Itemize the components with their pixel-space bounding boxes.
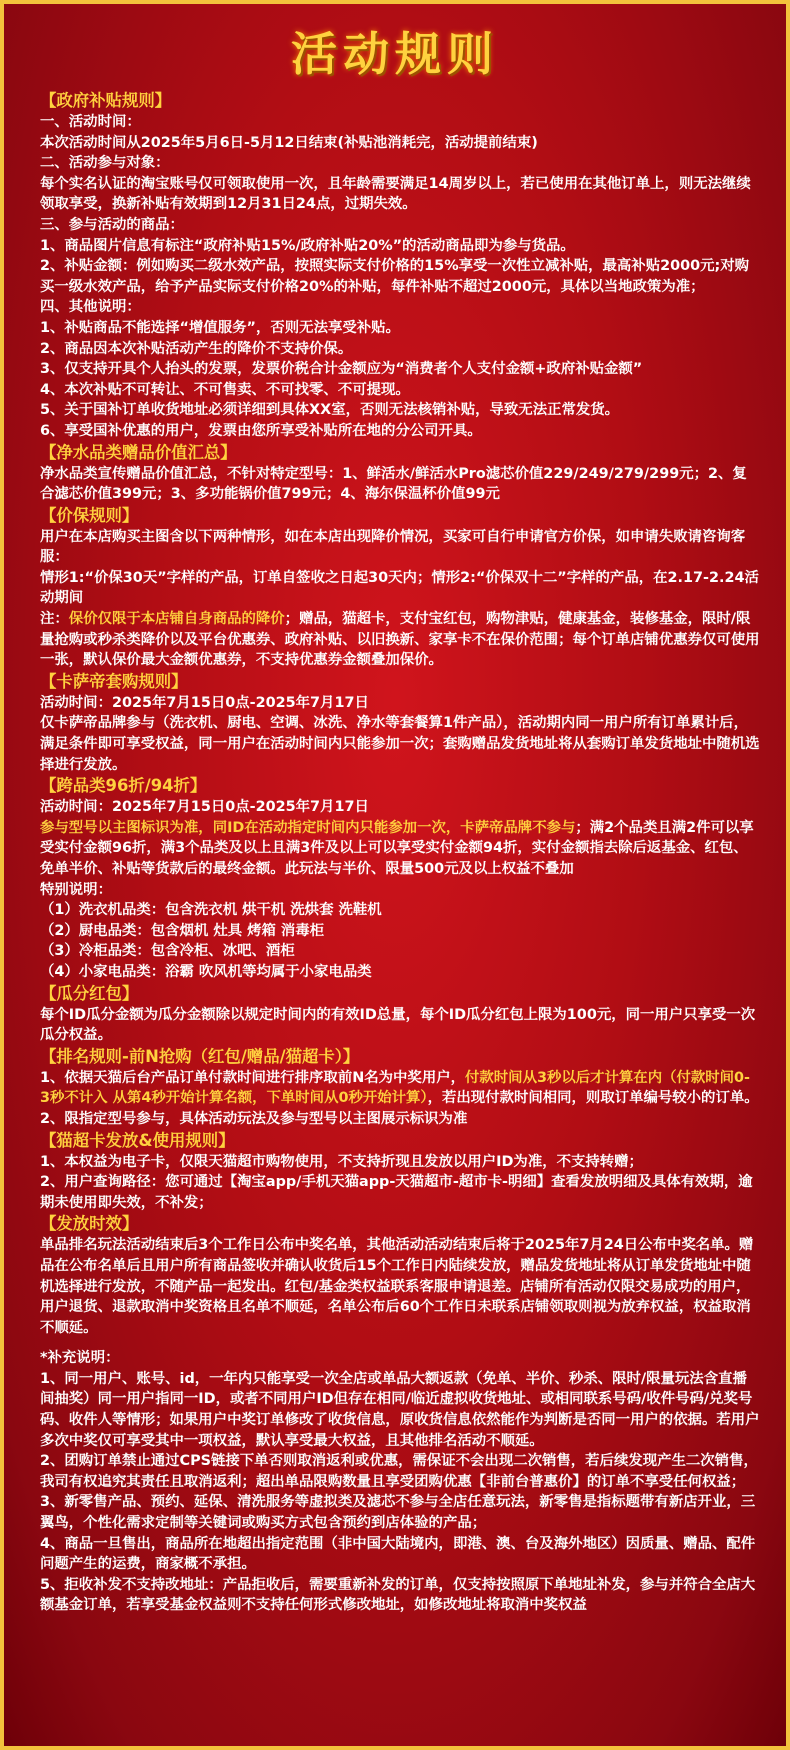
rule-paragraph [40, 174, 760, 215]
rule-text: 每个ID瓜分金额为瓜分金额除以规定时间内的有效ID总量，每个ID瓜分红包上限为100元，同一用户只享受一次瓜分权益。 [40, 1006, 756, 1044]
rule-paragraph [40, 900, 760, 921]
rule-text: 1、依据天猫后台产品订单付款时间进行排序取前N名为中奖用户， [40, 1069, 465, 1086]
rule-text: 6、享受国补优惠的用户，发票由您所享受补贴所在地的分公司开具。 [40, 422, 482, 439]
rule-text: 4、商品一旦售出，商品所在地超出指定范围（非中国大陆境内，即港、澳、台及海外地区）因质量、赠品、配件问题产生的运费，商家概不承担。 [40, 1535, 756, 1573]
rule-text: 2、商品因本次补贴活动产生的降价不支持价保。 [40, 340, 353, 357]
section-spacer [40, 1338, 760, 1348]
rule-paragraph [40, 797, 760, 818]
section-header: 【跨品类96折/94折】 [40, 776, 207, 796]
rule-text: 情形1:“价保30天”字样的产品，订单自签收之日起30天内；情形2:“价保双十二”字样的产品，在2.17-2.24活动期间 [40, 569, 759, 607]
rule-text: 5、拒收补发不支持改地址：产品拒收后，需要重新补发的订单，仅支持按照原下单地址补发，参与并符合全店大额基金订单，若享受基金权益则不支持任何形式修改地址，如修改地址将取消中奖权益 [40, 1576, 756, 1614]
rule-text: （3）冷柜品类：包含冷柜、冰吧、酒柜 [40, 943, 295, 960]
rule-text: 1、同一用户、账号、id，一年内只能享受一次全店或单品大额返款（免单、半价、秒杀、限时/限量玩法含直播间抽奖）同一用户指同一ID，或者不同用户ID但存在相同/临近虚拟收货地址、或相同联系号码/收件号码/兑奖号码、收件人等情形；如果用户中奖订单修改了收货信息，原收货信息依然能作为判断是否同一用户的依据。若用户多次中奖仅可享受其中一项权益，默认享受最大权益，且其他排名活动不顺延。 [40, 1370, 760, 1449]
highlight-text: 保价仅限于本店铺自身商品的降价 [68, 611, 285, 628]
rule-paragraph [40, 153, 760, 174]
rule-text: 5、关于国补订单收货地址必须详细到具体XX室，否则无法核销补贴，导致无法正常发货。 [40, 402, 620, 419]
rule-text: 二、活动参与对象： [40, 155, 170, 172]
rule-text: *补充说明： [40, 1350, 120, 1367]
rule-paragraph [40, 693, 760, 714]
rule-paragraph [40, 1369, 760, 1451]
rule-paragraph [40, 1068, 760, 1109]
rule-paragraph [40, 297, 760, 318]
rule-text: 2、团购订单禁止通过CPS链接下单否则取消返利或优惠，需保证不会出现二次销售，若后续发现产生二次销售，我司有权追究其责任且取消返利；超出单品限购数量且享受团购优惠【非前台普惠价】的订单不享受任何权益； [40, 1453, 758, 1490]
rule-paragraph [40, 464, 760, 505]
rule-paragraph [40, 318, 760, 339]
rule-paragraph [40, 215, 760, 236]
section-header: 【瓜分红包】 [40, 983, 139, 1003]
rules-content [4, 90, 786, 1616]
rule-paragraph [40, 1348, 760, 1369]
rule-paragraph [40, 256, 760, 297]
rule-paragraph [40, 818, 760, 880]
rule-paragraph [40, 380, 760, 401]
rule-paragraph [40, 568, 760, 609]
rule-paragraph [40, 1451, 760, 1492]
rule-paragraph [40, 400, 760, 421]
rule-paragraph [40, 359, 760, 380]
rule-text: 2、用户查询路径：您可通过【淘宝app/手机天猫app-天猫超市-超市卡-明细】查看发放明细及具体有效期，逾期未使用即失效，不补发； [40, 1174, 753, 1211]
rule-text: 一、活动时间： [40, 114, 141, 130]
rule-paragraph [40, 1005, 760, 1046]
rule-paragraph [40, 1575, 760, 1616]
rule-paragraph [40, 880, 760, 901]
rule-paragraph [40, 962, 760, 983]
rule-paragraph [40, 1492, 760, 1533]
section-header: 【政府补贴规则】 [40, 91, 172, 110]
rule-paragraph [40, 941, 760, 962]
rule-text: 净水品类宣传赠品价值汇总，不针对特定型号：1、鲜活水/鲜活水Pro滤芯价值229/249/279/299元；2、复合滤芯价值399元；3、多功能锅价值799元；4、海尔保温杯价值99元 [40, 465, 747, 503]
rule-text: 单品排名玩法活动结束后3个工作日公布中奖名单，其他活动活动结束后将于2025年7月24日公布中奖名单。赠品在公布名单后且用户所有商品签收并确认收货后15个工作日内陆续发放，赠品发货地址将从订单发货地址中随机选择进行发放，不随产品一起发出。红包/基金类权益联系客服申请退差。店铺所有活动仅限交易成功的用户，用户退货、退款取消中奖资格且名单不顺延，名单公布后60个工作日未联系店铺领取则视为放弃权益，权益取消不顺延。 [40, 1237, 754, 1336]
rule-text: 2、限指定型号参与，具体活动玩法及参与型号以主图展示标识为准 [40, 1110, 468, 1127]
rule-paragraph [40, 236, 760, 257]
rule-paragraph [40, 1172, 760, 1213]
rule-paragraph [40, 133, 760, 154]
rule-text: 四、其他说明： [40, 299, 141, 316]
rule-text: 3、新零售产品、预约、延保、清洗服务等虚拟类及滤芯不参与全店任意玩法，新零售是指标题带有新店开业，三翼鸟，个性化需求定制等关键词或购买方式包含预约到店体验的产品； [40, 1494, 756, 1532]
rule-text: 2、补贴金额：例如购买二级水效产品，按照实际支付价格的15%享受一次性立减补贴，最高补贴2000元;对购买一级水效产品，给予产品实际支付价格20%的补贴，每件补贴不超过2000元，具体以当地政策为准； [40, 258, 750, 295]
section-header: 【排名规则-前N抢购（红包/赠品/猫超卡）】 [40, 1046, 360, 1066]
rule-text: （4）小家电品类：浴霸 吹风机等均属于小家电品类 [40, 963, 372, 980]
rule-text: （1）洗衣机品类：包含洗衣机 烘干机 洗烘套 洗鞋机 [40, 902, 382, 919]
page-title: 活动规则 [291, 27, 499, 81]
rule-text: ，若出现付款时间相同，则取订单编号较小的订单。 [427, 1090, 759, 1107]
rule-text: 特别说明： [40, 881, 112, 898]
rule-paragraph [40, 921, 760, 942]
rule-text: ；赠品，猫超卡，支付宝红包，购物津贴，健康基金，装修基金，限时/限量抢购或秒杀类降价以及平台优惠券、政府补贴、以旧换新、家享卡不在保价范围；每个订单店铺优惠券仅可使用一张，默认保价最大金额优惠券，不支持优惠券金额叠加保价。 [40, 611, 760, 669]
rule-text: 仅卡萨帝品牌参与（洗衣机、厨电、空调、冰洗、净水等套餐算1件产品），活动期内同一用户所有订单累计后，满足条件即可享受权益，同一用户在活动时间内只能参加一次；套购赠品发货地址将从套购订单发货地址中随机选择进行发放。 [40, 715, 760, 773]
rule-text: ；满2个品类且满2件可以享受实付金额96折，满3个品类及以上且满3件及以上可以享受实付金额94折，实付金额指去除后返基金、红包、免单半价、补贴等货款后的最终金额。此玩法与半价、限量500元及以上权益不叠加 [40, 819, 754, 877]
rule-paragraph [40, 1235, 760, 1338]
rule-text: 1、商品图片信息有标注“政府补贴15%/政府补贴20%”的活动商品即为参与货品。 [40, 237, 575, 254]
rule-text: 活动时间：2025年7月15日0点-2025年7月17日 [40, 799, 369, 816]
rule-paragraph [40, 112, 760, 133]
rule-text: 本次活动时间从2025年5月6日-5月12日结束(补贴池消耗完，活动提前结束) [40, 134, 538, 151]
rule-text: 用户在本店购买主图含以下两种情形，如在本店出现降价情况，买家可自行申请官方价保，如申请失败请咨询客服： [40, 528, 746, 566]
rule-text: 注： [40, 611, 69, 628]
highlight-text: 参与型号以主图标识为准，同ID在活动指定时间内只能参加一次，卡萨帝品牌不参与 [40, 819, 576, 836]
rule-text: 活动时间：2025年7月15日0点-2025年7月17日 [40, 694, 369, 711]
rule-paragraph [40, 339, 760, 360]
section-header: 【卡萨帝套购规则】 [40, 671, 188, 691]
rule-text: 1、补贴商品不能选择“增值服务”，否则无法享受补贴。 [40, 319, 400, 336]
rule-paragraph [40, 421, 760, 442]
rule-paragraph [40, 527, 760, 568]
rule-text: 3、仅支持开具个人抬头的发票，发票价税合计金额应为“消费者个人支付金额+政府补贴金额” [40, 361, 643, 378]
rule-text: 1、本权益为电子卡，仅限天猫超市购物使用，不支持折现且发放以用户ID为准，不支持转赠； [40, 1153, 643, 1170]
rule-text: 三、参与活动的商品： [40, 216, 184, 233]
section-header: 【价保规则】 [40, 505, 139, 525]
rule-paragraph [40, 609, 760, 671]
highlight-text: 付款时间从3秒以后才计算在内（付款时间0-3秒不计入 从第4秒开始计算名额，下单时间从0秒开始计算） [40, 1069, 751, 1107]
rule-text: 4、本次补贴不可转让、不可售卖、不可找零、不可提现。 [40, 381, 410, 398]
rule-paragraph [40, 713, 760, 775]
rule-text: （2）厨电品类：包含烟机 灶具 烤箱 消毒柜 [40, 922, 325, 939]
section-header: 【发放时效】 [40, 1214, 139, 1234]
section-header: 【净水品类赠品价值汇总】 [40, 442, 237, 462]
rule-paragraph [40, 1534, 760, 1575]
rule-text: 每个实名认证的淘宝账号仅可领取使用一次，且年龄需要满足14周岁以上，若已使用在其他订单上，则无法继续领取享受，换新补贴有效期到12月31日24点，过期失效。 [40, 175, 751, 213]
rule-paragraph [40, 1152, 760, 1173]
section-header: 【猫超卡发放&使用规则】 [40, 1130, 235, 1150]
rule-paragraph [40, 1109, 760, 1130]
